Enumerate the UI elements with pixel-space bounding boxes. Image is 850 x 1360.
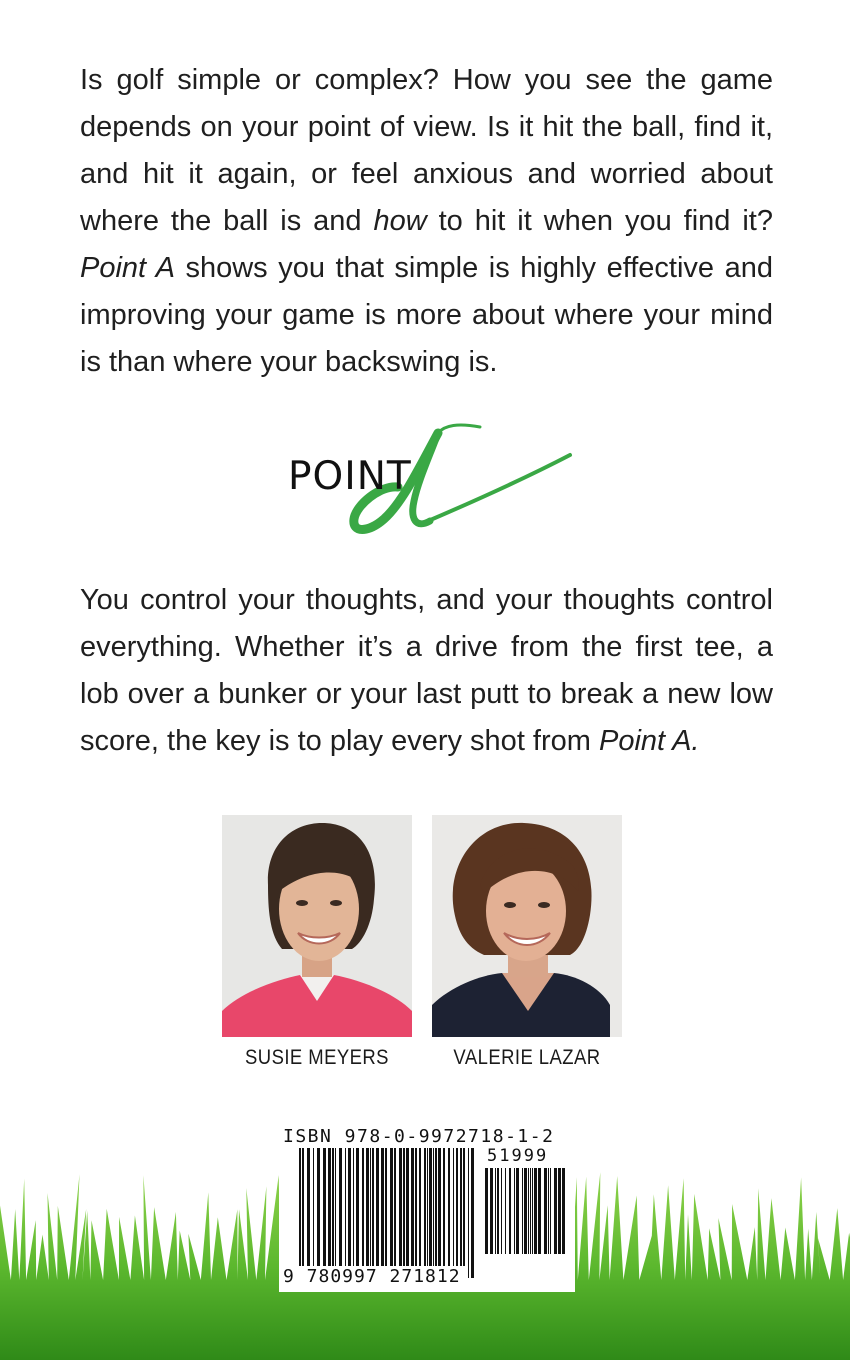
barcode-bar xyxy=(427,1148,428,1266)
barcode-bar xyxy=(522,1168,523,1254)
barcode-bar xyxy=(385,1148,387,1278)
barcode-bar xyxy=(485,1168,488,1254)
barcode-bar xyxy=(448,1148,450,1266)
isbn-barcode xyxy=(279,1124,575,1292)
barcode-bar xyxy=(313,1148,314,1266)
barcode-bar xyxy=(453,1148,454,1266)
barcode-bar xyxy=(471,1148,474,1278)
barcode-bar xyxy=(509,1168,511,1254)
author-photo-valerie-lazar xyxy=(432,815,622,1037)
price-code: 51999 xyxy=(487,1146,549,1166)
barcode-bar xyxy=(399,1148,402,1266)
barcode-bar xyxy=(366,1148,369,1266)
barcode-bar xyxy=(390,1148,393,1266)
barcode-bar xyxy=(468,1148,469,1278)
author-name-caption: SUSIE MEYERS xyxy=(245,1046,389,1069)
barcode-bar xyxy=(460,1148,462,1266)
barcode-bar xyxy=(394,1148,396,1266)
barcode-bar xyxy=(524,1168,527,1254)
isbn-number: ISBN 978-0-9972718-1-2 xyxy=(283,1126,555,1147)
barcode-bar xyxy=(548,1168,549,1254)
barcode-bar xyxy=(339,1148,342,1266)
barcode-bar xyxy=(424,1148,426,1266)
barcode-bar xyxy=(328,1148,331,1266)
author-name-caption: VALERIE LAZAR xyxy=(453,1046,601,1069)
barcode-bar xyxy=(558,1168,561,1254)
portrait-illustration xyxy=(222,815,412,1037)
barcode-bar xyxy=(356,1148,359,1266)
barcode-bar xyxy=(372,1148,374,1266)
barcode-bar xyxy=(443,1148,445,1266)
barcode-bar xyxy=(456,1148,458,1266)
barcode-bar xyxy=(532,1168,533,1254)
barcode-bar xyxy=(348,1148,351,1266)
barcode-bar xyxy=(544,1168,547,1254)
barcode-bar xyxy=(332,1148,334,1266)
barcode-bar xyxy=(538,1168,541,1254)
barcode-bar xyxy=(411,1148,414,1266)
barcode-bar xyxy=(307,1148,310,1278)
description-paragraph xyxy=(80,57,773,386)
barcode-bar xyxy=(438,1148,441,1266)
barcode-bar xyxy=(435,1148,437,1266)
barcode-bar xyxy=(530,1168,531,1254)
logo-wordmark: POINT xyxy=(288,454,412,499)
barcode-bar xyxy=(514,1168,515,1254)
text-segment: shows you that simple is highly effective and improving your game is more about where your mind is than where your backswing is. xyxy=(80,252,773,378)
italic-text: how xyxy=(373,205,427,237)
barcode-bar xyxy=(528,1168,529,1254)
text-segment: to hit it when you find it? xyxy=(426,205,773,237)
barcode-bar xyxy=(403,1148,405,1266)
barcode-bar xyxy=(534,1168,537,1254)
barcode-bar xyxy=(362,1148,364,1266)
barcode-bar xyxy=(370,1148,371,1266)
ean-digits: 9 780997 271812 xyxy=(283,1266,461,1287)
barcode-bar xyxy=(505,1168,506,1254)
text-segment: You control your thoughts, and your thoughts control everything. Whether it’s a drive from the first tee, a lob over a bunker or your last putt to break a new low score, the key is to play every shot from xyxy=(80,584,773,757)
barcode-bar xyxy=(415,1148,417,1266)
portrait-illustration xyxy=(432,815,622,1037)
closing-paragraph xyxy=(80,577,773,765)
point-a-logo xyxy=(280,415,580,540)
barcode-bar xyxy=(495,1168,496,1254)
barcode-bar xyxy=(550,1168,551,1254)
ean-barcode-bars xyxy=(299,1148,475,1278)
addon-barcode-bars xyxy=(485,1168,567,1266)
barcode-bar xyxy=(381,1148,384,1266)
text-segment: Is golf simple or complex? How you see the game depends on your point of view. Is it hit the ball, find it, and hit it again, or feel anxious and worried about where the ball is and xyxy=(80,64,773,237)
barcode-bar xyxy=(429,1148,432,1266)
barcode-bar xyxy=(299,1148,301,1278)
barcode-bar xyxy=(490,1168,493,1254)
barcode-bar xyxy=(335,1148,336,1266)
italic-title-text: Point A. xyxy=(598,725,700,757)
barcode-bar xyxy=(501,1168,502,1254)
barcode-bar xyxy=(419,1148,421,1266)
barcode-bar xyxy=(497,1168,499,1254)
author-photo-susie-meyers xyxy=(222,815,412,1037)
barcode-bar xyxy=(353,1148,354,1266)
barcode-bar xyxy=(433,1148,434,1266)
barcode-bar xyxy=(516,1168,519,1254)
barcode-bar xyxy=(345,1148,346,1266)
barcode-bar xyxy=(302,1148,304,1278)
barcode-bar xyxy=(562,1168,565,1254)
barcode-bar xyxy=(463,1148,465,1266)
barcode-bar xyxy=(406,1148,409,1266)
barcode-bar xyxy=(323,1148,326,1266)
barcode-bar xyxy=(317,1148,320,1266)
barcode-bar xyxy=(376,1148,379,1266)
barcode-bar xyxy=(554,1168,557,1254)
italic-title-text: Point A xyxy=(80,252,175,284)
